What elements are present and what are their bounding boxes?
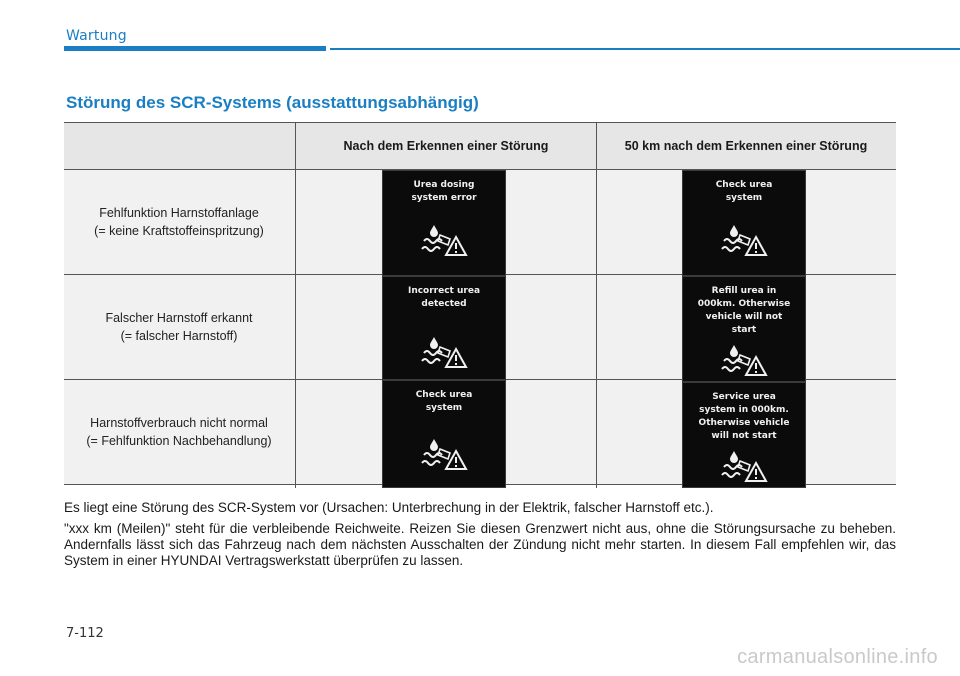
header-rule-thick bbox=[64, 46, 326, 51]
header-rule-thin bbox=[330, 48, 960, 50]
cluster-display: Refill urea in 000km. Otherwise vehicle will not start bbox=[682, 276, 806, 382]
scr-table bbox=[64, 122, 896, 488]
body-paragraph: "xxx km (Meilen)" steht für die verbleibende Reichweite. Reizen Sie diesen Grenzwert nicht aus, ohne die Störungsursache zu beheben. Andernfalls lässt sich das Fahrzeug nach dem nächsten Ausschalten der Zündung nicht mehr starten. In diesem Fall empfehlen wir, das System in einer HYUNDAI Vertragswerkstatt überprüfen zu lassen. bbox=[64, 521, 896, 568]
watermark: carmanualsonline.info bbox=[737, 646, 938, 668]
header-cell-50km-after: 50 km nach dem Erkennen einer Störung bbox=[624, 139, 868, 153]
row-label: Harnstoffverbrauch nicht normal (= Fehlfunktion Nachbehandlung) bbox=[86, 416, 272, 448]
urea-warning-icon bbox=[720, 449, 768, 483]
column-divider bbox=[295, 122, 296, 488]
urea-warning-icon bbox=[720, 223, 768, 257]
section-label: Wartung bbox=[66, 28, 127, 44]
header-cell-empty bbox=[64, 123, 294, 169]
page-title: Störung des SCR-Systems (ausstattungsabhängig) bbox=[66, 93, 479, 112]
urea-warning-icon bbox=[420, 437, 468, 471]
urea-warning-icon bbox=[420, 335, 468, 369]
cluster-display: Service urea system in 000km. Otherwise vehicle will not start bbox=[682, 382, 806, 488]
body-paragraph: Es liegt eine Störung des SCR-System vor (Ursachen: Unterbrechung in der Elektrik, falscher Harnstoff etc.). bbox=[64, 500, 714, 515]
page-number: 7-112 bbox=[66, 626, 104, 641]
table-header-row bbox=[64, 122, 896, 170]
cluster-display: Urea dosing system error bbox=[382, 170, 506, 276]
urea-warning-icon bbox=[720, 343, 768, 377]
cluster-display: Check urea system bbox=[382, 380, 506, 488]
header-cell-after-detection: Nach dem Erkennen einer Störung bbox=[343, 139, 549, 153]
cluster-display: Incorrect urea detected bbox=[382, 276, 506, 380]
row-label: Falscher Harnstoff erkannt (= falscher Harnstoff) bbox=[105, 311, 253, 343]
column-divider bbox=[596, 122, 597, 488]
row-label: Fehlfunktion Harnstoffanlage (= keine Kraftstoffeinspritzung) bbox=[94, 206, 264, 238]
cluster-display: Check urea system bbox=[682, 170, 806, 276]
urea-warning-icon bbox=[420, 223, 468, 257]
